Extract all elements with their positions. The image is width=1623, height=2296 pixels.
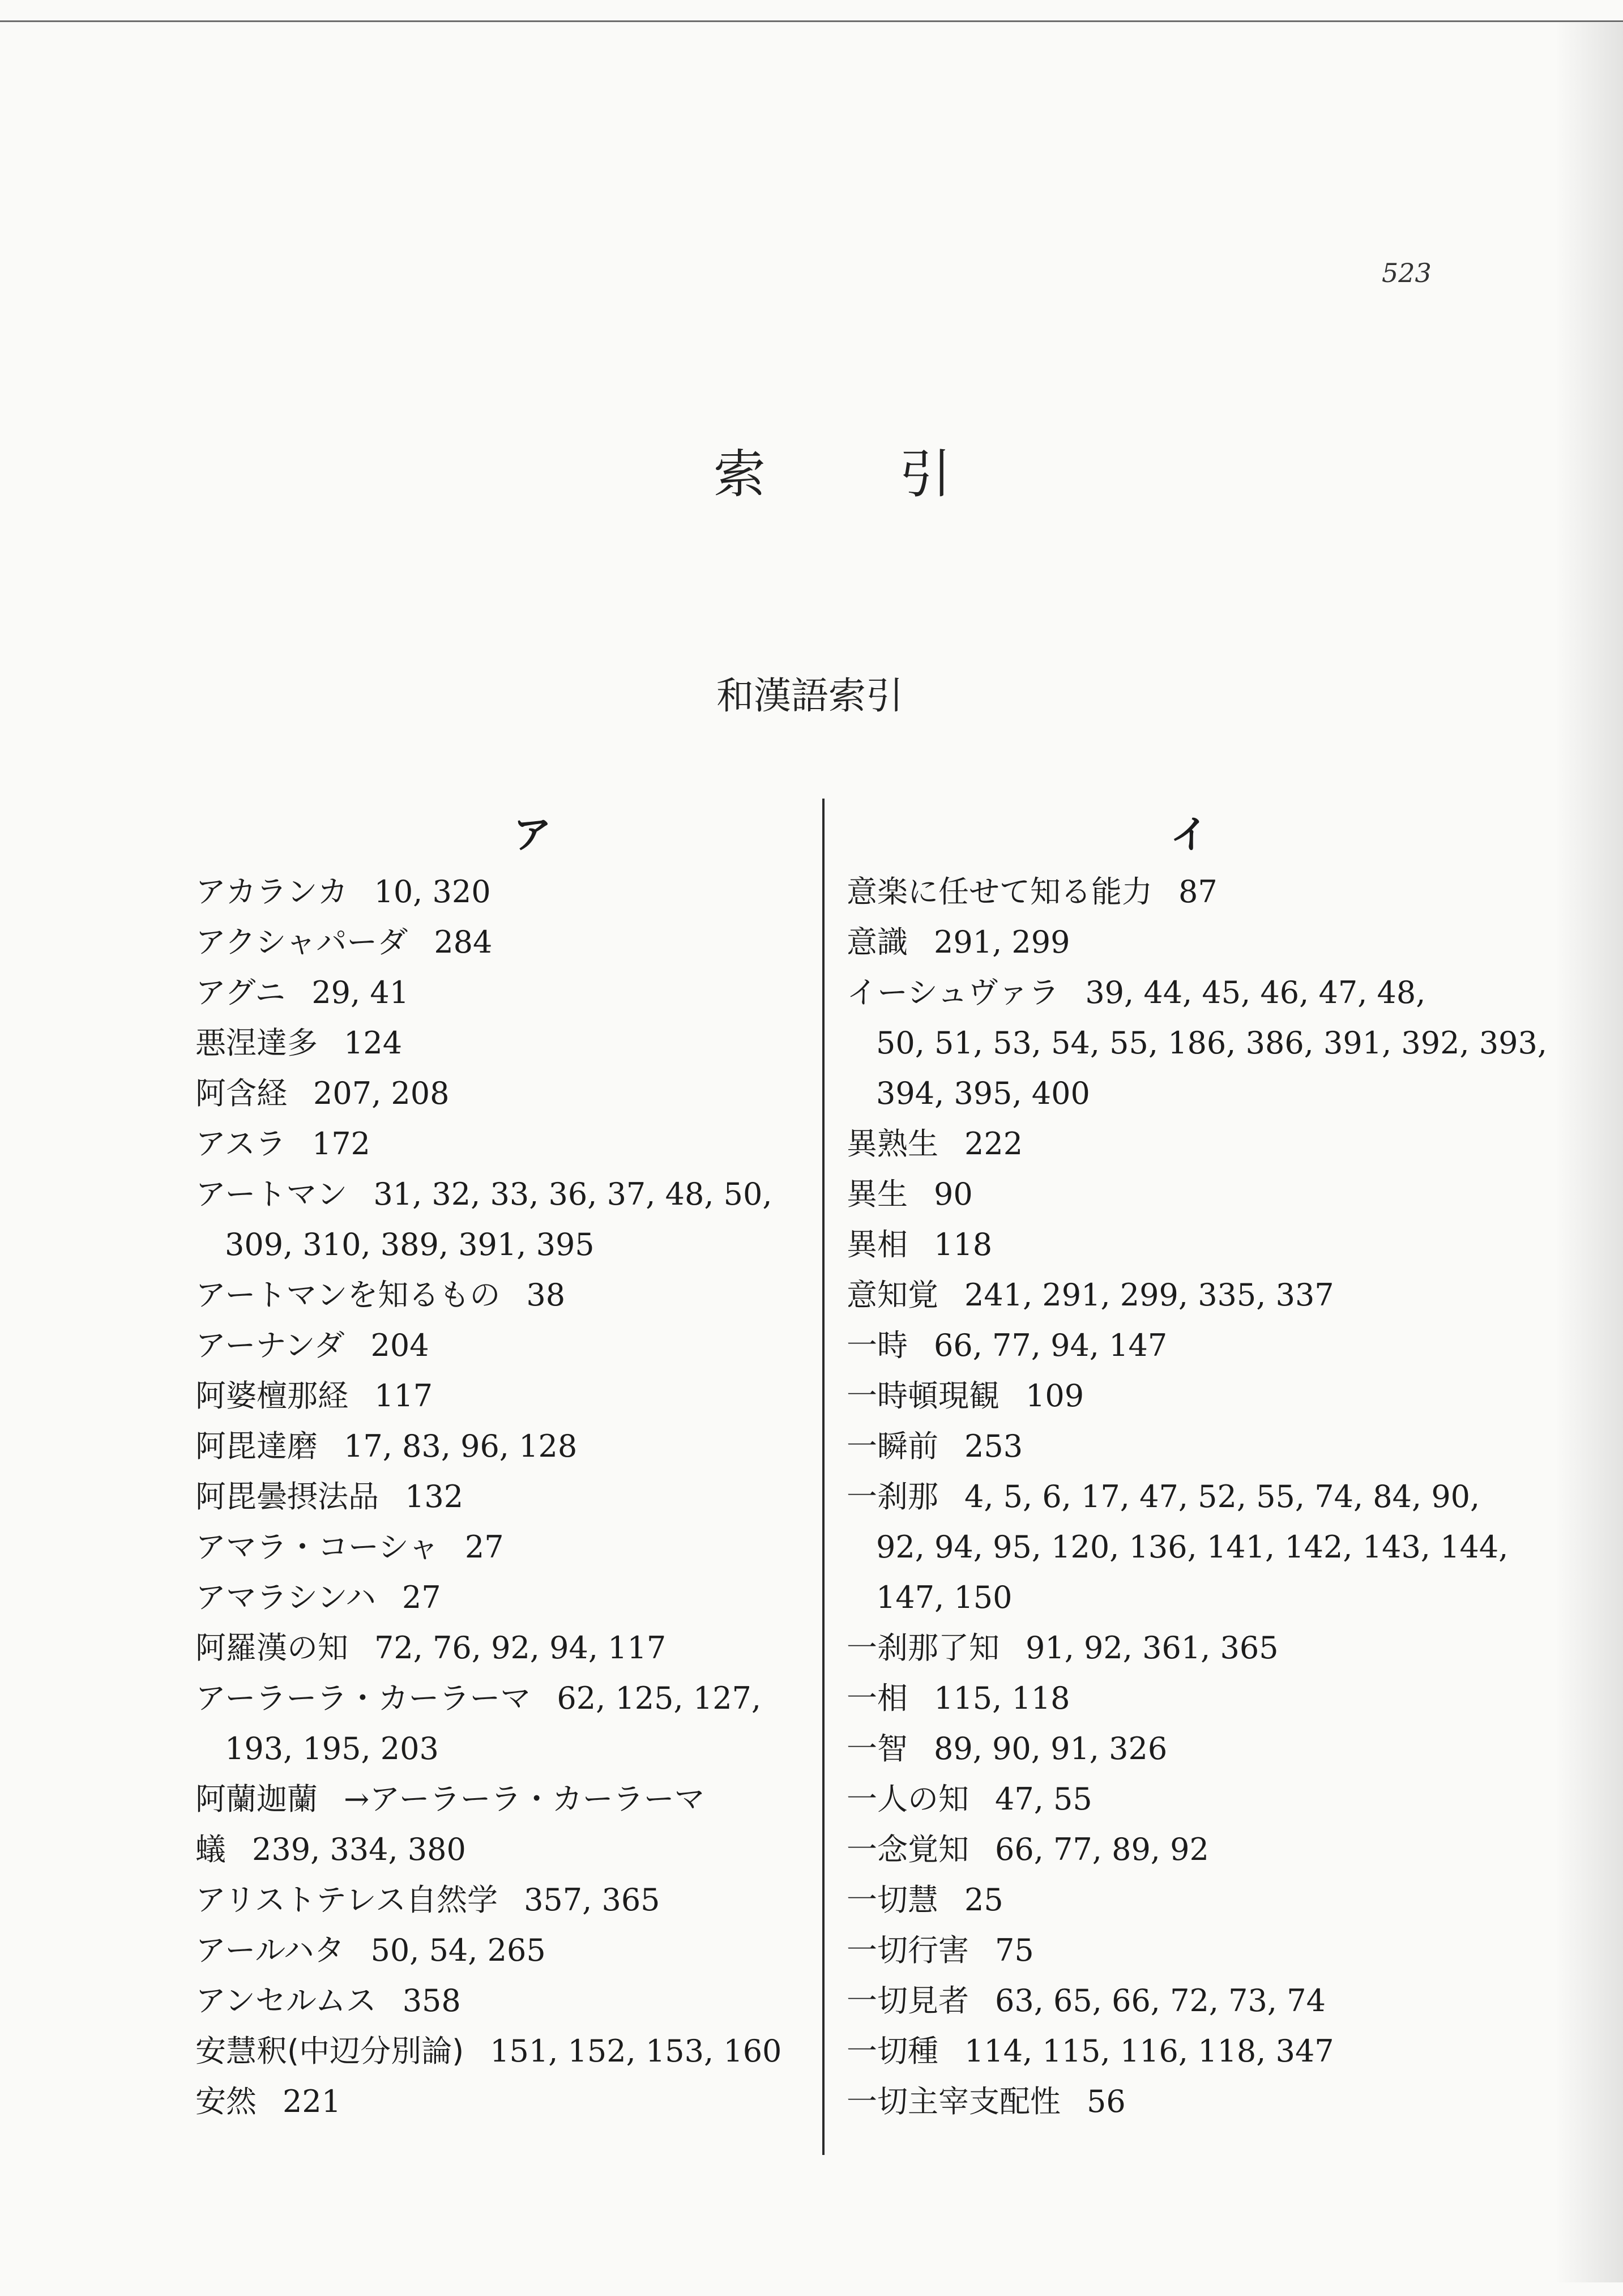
- index-entry: [847, 1471, 1498, 1522]
- entry-pages: 204: [370, 1328, 429, 1363]
- entry-pages: 62, 125, 127,: [557, 1680, 762, 1716]
- entry-pages: 17, 83, 96, 128: [344, 1428, 578, 1464]
- entry-pages: 132: [405, 1479, 464, 1514]
- entry-term: 一切主宰支配性: [847, 2084, 1061, 2119]
- entry-pages: 10, 320: [374, 874, 491, 910]
- entry-pages: 193, 195, 203: [225, 1731, 439, 1766]
- page-number: 523: [1382, 258, 1432, 288]
- index-entry: [847, 917, 1498, 967]
- index-entry: [195, 1572, 790, 1623]
- entry-pages: 89, 90, 91, 326: [934, 1731, 1168, 1766]
- page-title: [714, 436, 951, 504]
- entry-pages: 50, 51, 53, 54, 55, 186, 386, 391, 392, 393,: [876, 1025, 1548, 1061]
- index-entry: [195, 1875, 790, 1925]
- entry-term: 一刹那了知: [847, 1630, 1000, 1666]
- entry-term: アンセルムス: [195, 1983, 377, 2018]
- entry-term: 阿羅漢の知: [195, 1630, 348, 1666]
- entry-term: 蟻: [195, 1832, 226, 1867]
- entry-pages: 114, 115, 116, 118, 347: [964, 2033, 1334, 2069]
- entry-term: 一念覚知: [847, 1832, 969, 1867]
- entry-pages: 284: [434, 924, 493, 960]
- index-entry-continuation: [195, 1219, 790, 1270]
- entry-term: 阿蘭迦蘭: [195, 1781, 318, 1817]
- entry-term: アマラシンハ: [195, 1580, 376, 1615]
- entry-term: 一相: [847, 1680, 908, 1716]
- index-entry: [195, 1925, 790, 1975]
- entry-term: アカランカ: [195, 874, 348, 910]
- index-entry-continuation: [195, 1723, 790, 1774]
- entry-pages: 394, 395, 400: [876, 1076, 1090, 1111]
- index-entry: [195, 1068, 790, 1119]
- entry-term: 一智: [847, 1731, 908, 1766]
- entry-pages: 117: [374, 1378, 433, 1414]
- right-column-heading: イ: [1169, 813, 1208, 857]
- entry-pages: 239, 334, 380: [252, 1832, 466, 1867]
- entry-pages: 66, 77, 89, 92: [995, 1832, 1209, 1867]
- entry-term: 一時頓現観: [847, 1378, 1000, 1414]
- scan-shadow: [1555, 23, 1623, 2282]
- entry-pages: 27: [402, 1580, 441, 1615]
- entry-pages: 358: [402, 1983, 461, 2018]
- entry-term: 意識: [847, 924, 908, 960]
- entry-term: アーラーラ・カーラーマ: [195, 1680, 531, 1716]
- index-entry-continuation: [847, 1068, 1498, 1119]
- index-entry: [847, 1925, 1498, 1975]
- entry-pages: 291, 299: [934, 924, 1070, 960]
- index-entry: [847, 2026, 1498, 2076]
- index-entry: [847, 1824, 1498, 1875]
- entry-term: アートマンを知るもの: [195, 1277, 501, 1313]
- entry-term: 異相: [847, 1227, 908, 1262]
- index-entry-continuation: [847, 1522, 1509, 1572]
- index-entry: [847, 2076, 1498, 2127]
- index-entry: [847, 1623, 1498, 1673]
- index-entry: [847, 1723, 1498, 1774]
- entry-pages: 221: [283, 2084, 341, 2119]
- entry-pages: 118: [934, 1227, 993, 1262]
- index-entry: [847, 1219, 1498, 1270]
- left-entry-list: [195, 867, 790, 2127]
- index-entry: [195, 1270, 790, 1320]
- index-entry: [847, 1169, 1498, 1219]
- section-heading: 和漢語索引: [716, 674, 903, 718]
- entry-term: 一瞬前: [847, 1428, 938, 1464]
- right-column: [847, 804, 1548, 2127]
- top-rule: [0, 20, 1623, 22]
- index-entry: [195, 1018, 790, 1068]
- entry-pages: 92, 94, 95, 120, 136, 141, 142, 143, 144,: [876, 1529, 1509, 1565]
- entry-pages: 25: [964, 1882, 1003, 1918]
- page-title-char-1: 索: [714, 444, 766, 505]
- index-entry: [195, 1824, 790, 1875]
- entry-term: アーナンダ: [195, 1328, 345, 1363]
- entry-term: 一人の知: [847, 1781, 969, 1817]
- index-entry-continuation: [847, 1018, 1548, 1068]
- entry-pages: 72, 76, 92, 94, 117: [374, 1630, 667, 1666]
- entry-pages: 50, 54, 265: [370, 1932, 546, 1968]
- index-entry: [847, 1774, 1498, 1824]
- entry-pages: 63, 65, 66, 72, 73, 74: [995, 1983, 1326, 2018]
- entry-term: 意楽に任せて知る能力: [847, 874, 1152, 910]
- entry-pages: 27: [464, 1529, 504, 1565]
- index-entry: [195, 1471, 790, 1522]
- entry-pages: 109: [1026, 1378, 1084, 1414]
- entry-pages: 241, 291, 299, 335, 337: [964, 1277, 1334, 1313]
- entry-term: アクシャパーダ: [195, 924, 408, 960]
- index-entry: [847, 1875, 1498, 1925]
- entry-term: アリストテレス自然学: [195, 1882, 498, 1918]
- index-entry: [847, 1320, 1498, 1371]
- column-divider: [822, 799, 825, 2155]
- entry-pages: 29, 41: [311, 975, 409, 1010]
- index-entry: [847, 1270, 1498, 1320]
- entry-pages: 124: [344, 1025, 403, 1061]
- index-entry: [847, 1975, 1498, 2026]
- entry-pages: 39, 44, 45, 46, 47, 48,: [1085, 975, 1426, 1010]
- left-column-heading: ア: [512, 813, 552, 857]
- index-entry: [195, 1371, 790, 1421]
- index-entry: [195, 1774, 790, 1824]
- index-entry: [195, 1522, 790, 1572]
- entry-term: アマラ・コーシャ: [195, 1529, 439, 1565]
- index-entry: [195, 2076, 790, 2127]
- entry-pages: 4, 5, 6, 17, 47, 52, 55, 74, 84, 90,: [964, 1479, 1480, 1514]
- index-entry: [847, 867, 1498, 917]
- entry-term: 安慧釈(中辺分別論): [195, 2033, 464, 2069]
- entry-term: 阿毘曇摂法品: [195, 1479, 379, 1514]
- index-entry: [195, 967, 790, 1018]
- entry-term: アールハタ: [195, 1932, 345, 1968]
- index-entry-continuation: [847, 1572, 1498, 1623]
- entry-pages: 253: [964, 1428, 1023, 1464]
- entry-term: 一切行害: [847, 1932, 969, 1968]
- left-column: [195, 804, 790, 2127]
- entry-pages: 56: [1087, 2084, 1126, 2119]
- entry-pages: 115, 118: [934, 1680, 1070, 1716]
- index-entry: [195, 1975, 790, 2026]
- entry-pages: 38: [526, 1277, 566, 1313]
- index-entry: [195, 1169, 790, 1219]
- entry-pages: 151, 152, 153, 160: [490, 2033, 782, 2069]
- entry-pages: 309, 310, 389, 391, 395: [225, 1227, 595, 1262]
- entry-pages: 87: [1178, 874, 1218, 910]
- entry-pages: 147, 150: [876, 1580, 1013, 1615]
- entry-cross-reference: →アーラーラ・カーラーマ: [344, 1781, 705, 1817]
- entry-term: 一切慧: [847, 1882, 938, 1918]
- right-entry-list: [847, 867, 1548, 2127]
- index-entry: [847, 1421, 1498, 1471]
- index-entry: [195, 2026, 790, 2076]
- entry-pages: 222: [964, 1126, 1023, 1162]
- entry-term: 一刹那: [847, 1479, 938, 1514]
- entry-pages: 47, 55: [995, 1781, 1092, 1817]
- entry-term: 悪涅達多: [195, 1025, 318, 1061]
- entry-term: 阿毘達磨: [195, 1428, 318, 1464]
- index-entry: [847, 967, 1498, 1018]
- entry-term: 異生: [847, 1176, 908, 1212]
- entry-term: 意知覚: [847, 1277, 938, 1313]
- index-entry: [195, 1421, 790, 1471]
- entry-term: 阿婆檀那経: [195, 1378, 348, 1414]
- entry-pages: 90: [934, 1176, 973, 1212]
- index-entry: [195, 1673, 790, 1723]
- entry-pages: 357, 365: [524, 1882, 660, 1918]
- index-entry: [847, 1371, 1498, 1421]
- index-entry: [195, 867, 790, 917]
- entry-term: 安然: [195, 2084, 257, 2119]
- entry-pages: 66, 77, 94, 147: [934, 1328, 1168, 1363]
- entry-pages: 91, 92, 361, 365: [1026, 1630, 1279, 1666]
- entry-term: 一切種: [847, 2033, 938, 2069]
- entry-term: アグニ: [195, 975, 286, 1010]
- index-entry: [195, 917, 790, 967]
- entry-pages: 172: [311, 1126, 370, 1162]
- entry-term: 一時: [847, 1328, 908, 1363]
- entry-pages: 207, 208: [313, 1076, 450, 1111]
- entry-pages: 75: [995, 1932, 1034, 1968]
- index-entry: [195, 1320, 790, 1371]
- entry-term: 阿含経: [195, 1076, 287, 1111]
- entry-term: 異熟生: [847, 1126, 938, 1162]
- entry-term: イーシュヴァラ: [847, 975, 1060, 1010]
- index-entry: [195, 1623, 790, 1673]
- index-entry: [847, 1673, 1498, 1723]
- page-title-char-2: 引: [899, 444, 951, 505]
- entry-term: アートマン: [195, 1176, 348, 1212]
- entry-term: アスラ: [195, 1126, 286, 1162]
- entry-term: 一切見者: [847, 1983, 969, 2018]
- entry-pages: 31, 32, 33, 36, 37, 48, 50,: [373, 1176, 772, 1212]
- index-entry: [195, 1119, 790, 1169]
- index-entry: [847, 1119, 1498, 1169]
